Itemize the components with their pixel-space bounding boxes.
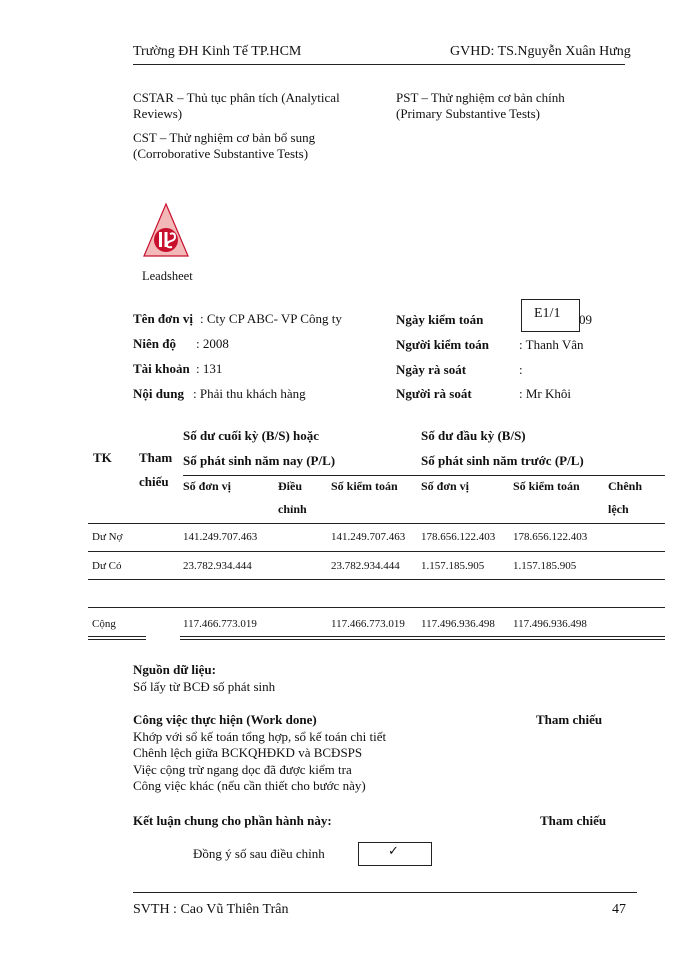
ten-don-vi-label: Tên đơn vị <box>133 311 193 326</box>
row1-so-don-vi: 141.249.707.463 <box>183 531 258 543</box>
ngay-kiem-toan-label: Ngày kiểm toán <box>396 312 484 327</box>
ngay-kiem-toan-value: 09 <box>579 312 592 327</box>
ten-don-vi-value: : Cty CP ABC- VP Công ty <box>200 311 342 326</box>
col-so-kiem-toan: Số kiểm toán <box>331 479 398 493</box>
col-chenh-lech-line2: lệch <box>608 502 629 516</box>
work-item-4: Công việc khác (nếu cần thiết cho bước này) <box>133 778 366 793</box>
work-ref-header: Tham chiếu <box>536 712 603 727</box>
row1-so-kiem-toan-2: 178.656.122.403 <box>513 531 588 543</box>
nguoi-ra-soat-label: Người rà soát <box>396 386 472 401</box>
nien-do-label: Niên độ <box>133 336 176 351</box>
work-item-1: Khớp với sổ kế toán tổng hợp, sổ kế toán chi tiết <box>133 729 387 744</box>
total-so-kiem-toan-2: 117.496.936.498 <box>513 618 587 630</box>
total-so-kiem-toan: 117.466.773.019 <box>331 618 405 630</box>
row2-so-kiem-toan-2: 1.157.185.905 <box>513 560 577 572</box>
col-dieu-chinh-line1: Điều <box>278 479 302 493</box>
total-rule-left <box>88 636 146 640</box>
group-prior-line2: Số phát sinh năm trước (P/L) <box>421 453 584 468</box>
source-title: Nguồn dữ liệu: <box>133 662 216 677</box>
reference-code: E1/1 <box>534 306 561 321</box>
group-prior-line1: Số dư đầu kỳ (B/S) <box>421 428 526 443</box>
row2-so-kiem-toan: 23.782.934.444 <box>331 560 400 572</box>
col-tham-chieu-line1: Tham <box>139 450 173 465</box>
row1-so-don-vi-2: 178.656.122.403 <box>421 531 496 543</box>
row2-rule <box>88 579 665 580</box>
row1-tk: Dư Nợ <box>92 531 123 543</box>
group-current-line1: Số dư cuối kỳ (B/S) hoặc <box>183 428 320 443</box>
legend-cstar-line2: Reviews) <box>133 106 183 121</box>
legend-pst-line1: PST – Thử nghiệm cơ bản chính <box>396 90 565 105</box>
tai-khoan-value: : 131 <box>196 361 223 376</box>
col-dieu-chinh-line2: chỉnh <box>278 502 307 516</box>
total-so-don-vi-2: 117.496.936.498 <box>421 618 495 630</box>
row2-so-don-vi: 23.782.934.444 <box>183 560 252 572</box>
legend-cst-line1: CST – Thử nghiệm cơ bản bổ sung <box>133 130 316 145</box>
col-tk: TK <box>93 450 112 465</box>
nguoi-kiem-toan-value: : Thanh Vân <box>519 337 584 352</box>
conclusion-ref-header: Tham chiếu <box>540 813 607 828</box>
legend-cstar-line1: CSTAR – Thủ tục phân tích (Analytical <box>133 90 340 105</box>
total-rule-right <box>180 636 665 640</box>
total-tk: Cộng <box>92 618 116 630</box>
col-tham-chieu-line2: chiếu <box>139 474 169 489</box>
col-so-kiem-toan-2: Số kiểm toán <box>513 479 580 493</box>
header-rule-top <box>183 475 665 476</box>
legend-pst-line2: (Primary Substantive Tests) <box>396 106 541 121</box>
footer-page-number: 47 <box>612 902 626 917</box>
col-so-don-vi-2: Số đơn vị <box>421 479 469 493</box>
work-title: Công việc thực hiện (Work done) <box>133 712 317 727</box>
nien-do-value: : 2008 <box>196 336 229 351</box>
nguoi-ra-soat-value: : Mr Khôi <box>519 386 571 401</box>
legend-cst-line2: (Corroborative Substantive Tests) <box>133 146 309 161</box>
ngay-ra-soat-value: : <box>519 362 523 377</box>
total-so-don-vi: 117.466.773.019 <box>183 618 257 630</box>
header-rule <box>133 64 625 65</box>
row1-rule <box>88 551 665 552</box>
work-item-2: Chênh lệch giữa BCKQHĐKD và BCĐSPS <box>133 745 363 760</box>
row1-so-kiem-toan: 141.249.707.463 <box>331 531 406 543</box>
col-so-don-vi: Số đơn vị <box>183 479 231 493</box>
iis-logo-icon <box>142 202 190 262</box>
agree-text: Đồng ý số sau điều chỉnh <box>193 846 325 861</box>
header-rule-bottom <box>88 523 665 524</box>
group-current-line2: Số phát sinh năm nay (P/L) <box>183 453 336 468</box>
ngay-ra-soat-label: Ngày rà soát <box>396 362 467 377</box>
footer-student: SVTH : Cao Vũ Thiên Trân <box>133 902 289 917</box>
noi-dung-label: Nội dung <box>133 386 184 401</box>
header-school: Trường ĐH Kinh Tế TP.HCM <box>133 44 302 59</box>
footer-rule <box>133 892 637 893</box>
nguoi-kiem-toan-label: Người kiểm toán <box>396 337 489 352</box>
work-item-3: Việc cộng trừ ngang dọc đã được kiểm tra <box>133 762 352 777</box>
header-advisor: GVHD: TS.Nguyễn Xuân Hưng <box>450 44 631 59</box>
row2-tk: Dư Có <box>92 560 122 572</box>
logo-caption: Leadsheet <box>142 269 193 283</box>
col-chenh-lech-line1: Chênh <box>608 479 643 493</box>
conclusion-title: Kết luận chung cho phần hành này: <box>133 813 332 828</box>
check-icon: ✓ <box>388 844 399 859</box>
row2-so-don-vi-2: 1.157.185.905 <box>421 560 485 572</box>
blank-row-rule <box>88 607 665 608</box>
source-text: Số lấy từ BCĐ số phát sinh <box>133 679 276 694</box>
noi-dung-value: : Phải thu khách hàng <box>193 386 306 401</box>
tai-khoan-label: Tài khoản <box>133 361 190 376</box>
